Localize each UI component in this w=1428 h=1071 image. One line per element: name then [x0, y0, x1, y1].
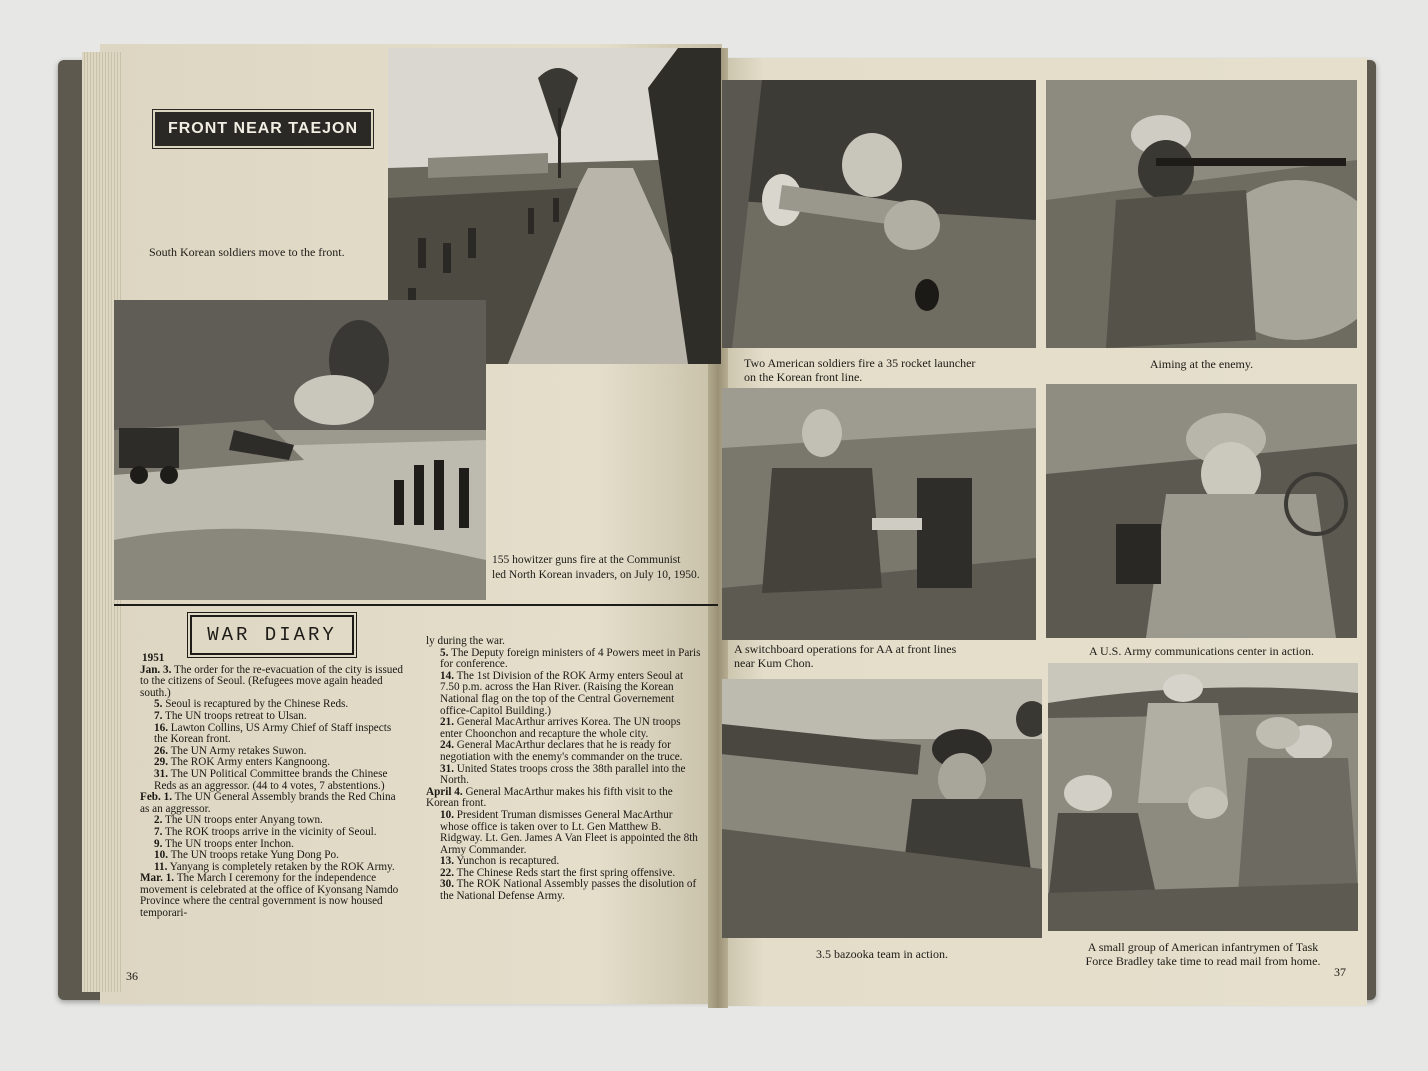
caption-howitzer-line2: led North Korean invaders, on July 10, 1950. [492, 569, 700, 581]
diary-day: 14. [440, 669, 454, 682]
photo-mail [1048, 663, 1358, 931]
diary-text: The Chinese Reds start the first spring offensive. [456, 866, 676, 879]
diary-entry [426, 879, 702, 902]
caption-rocket-line2: on the Korean front line. [744, 370, 863, 384]
diary-text: General MacArthur declares that he is ready for negotiation with the enemy's commander on the truce. [440, 739, 683, 763]
diary-text: The UN troops enter Anyang town. [165, 814, 323, 827]
photo-aiming [1046, 80, 1357, 348]
diary-entry [426, 764, 702, 787]
photo-switchboard [722, 388, 1036, 640]
diary-entry [140, 769, 406, 792]
diary-text: United States troops cross the 38th parallel into the North. [440, 762, 686, 787]
diary-text: The 1st Division of the ROK Army enters Seoul at 7.50 p.m. across the Han River. (Raising the Korean National flag on the top of the Central Governement office-Capitol Building.) [440, 669, 684, 717]
caption-rocket-line1: Two American soldiers fire a 35 rocket launcher [744, 356, 976, 370]
diary-day: 31. [440, 762, 454, 775]
diary-month: Mar. [140, 872, 163, 885]
war-diary-heading: WAR DIARY [190, 615, 354, 655]
diary-day: 5. [154, 698, 163, 711]
diary-day: 2. [154, 814, 163, 827]
diary-day: 21. [440, 716, 454, 729]
photo-rocket-launcher [722, 80, 1036, 348]
caption-switchboard-line2: near Kum Chon. [734, 656, 814, 670]
diary-entry: ly during the war. [426, 635, 505, 647]
caption-aiming: Aiming at the enemy. [1149, 357, 1254, 371]
diary-column-1 [140, 653, 406, 920]
diary-entry [140, 665, 406, 700]
diary-day: 13. [440, 855, 454, 868]
caption-switchboard-line1: A switchboard operations for AA at front lines [734, 642, 957, 656]
diary-month: Jan. [140, 663, 161, 676]
diary-day: 7. [154, 709, 163, 722]
diary-day: 30. [440, 878, 454, 891]
diary-day: 16. [154, 721, 168, 734]
diary-day: 22. [440, 866, 454, 879]
diary-entry [140, 723, 406, 746]
diary-entry [426, 648, 702, 671]
page-heading: FRONT NEAR TAEJON [153, 110, 373, 148]
diary-month: Feb. [140, 791, 161, 804]
diary-entry [426, 787, 702, 810]
diary-text: Yanyang is completely retaken by the ROK Army. [169, 860, 395, 873]
diary-text: The order for the re-evacuation of the city is issued to the citizens of Seoul. (Refugees move again headed south.) [140, 663, 403, 699]
page-number-right: 37 [1334, 965, 1346, 979]
diary-day: 10. [154, 849, 168, 862]
diary-entry [426, 671, 702, 717]
caption-howitzer-line1: 155 howitzer guns fire at the Communist [492, 554, 681, 566]
diary-text: President Truman dismisses General MacArthur whose office is taken over to Lt. Gen Matthew B. Ridgway. Lt. Gen. James A Van Fleet is appointed the 8th Army Commander. [440, 808, 698, 856]
diary-text: The UN General Assembly brands the Red China as an aggressor. [140, 791, 396, 815]
diary-day: 26. [154, 744, 168, 757]
diary-entry [140, 792, 406, 815]
diary-day: 3. [163, 663, 172, 676]
diary-text: The UN Political Committee brands the Chinese Reds as an aggressor. (44 to 4 votes, 7 abstentions.) [154, 767, 388, 792]
diary-text: The Deputy foreign ministers of 4 Powers meet in Paris for conference. [440, 646, 701, 671]
diary-text: Lawton Collins, US Army Chief of Staff inspects the Korean front. [154, 721, 392, 746]
diary-day: 1. [163, 791, 173, 804]
diary-day: 1. [165, 872, 175, 885]
caption-mail-line2: Force Bradley take time to read mail from home. [1085, 954, 1321, 968]
diary-text: The UN troops retreat to Ulsan. [165, 709, 307, 722]
page-number-left: 36 [126, 969, 138, 983]
diary-day: 11. [154, 860, 168, 873]
diary-text: Seoul is recaptured by the Chinese Reds. [165, 698, 349, 711]
diary-text: The ROK troops arrive in the vicinity of Seoul. [165, 825, 377, 838]
diary-text: General MacArthur makes his fifth visit to the Korean front. [426, 785, 673, 810]
diary-text: The UN troops retake Yung Dong Po. [170, 849, 339, 862]
diary-column-2 [426, 636, 702, 903]
photo-communications [1046, 384, 1357, 638]
photo-howitzer [114, 300, 486, 600]
diary-text: The UN troops enter Inchon. [165, 837, 294, 850]
diary-year: 1951 [142, 652, 165, 664]
diary-day: 24. [440, 739, 454, 752]
diary-day: 31. [154, 767, 168, 780]
diary-entry [426, 740, 702, 763]
caption-road: South Korean soldiers move to the front. [149, 245, 345, 259]
diary-text: Yunchon is recaptured. [456, 855, 560, 868]
diary-text: The ROK National Assembly passes the disolution of the National Defense Army. [440, 878, 697, 903]
diary-day: 10. [440, 808, 454, 821]
diary-day: 7. [154, 825, 163, 838]
diary-month: April [426, 785, 452, 798]
diary-day: 4. [454, 785, 463, 798]
diary-text: The ROK Army enters Kangnoong. [170, 756, 330, 769]
diary-entry [426, 717, 702, 740]
diary-day: 5. [440, 646, 449, 659]
caption-comms: A U.S. Army communications center in action. [1089, 644, 1314, 658]
diary-day: 9. [154, 837, 163, 850]
section-divider [114, 604, 718, 606]
diary-text: The March I ceremony for the independence movement is celebrated at the office of Kyonsang Namdo Province where the central government is now housed temporari- [140, 872, 399, 920]
diary-entry [140, 873, 406, 919]
photo-bazooka [722, 679, 1042, 938]
diary-text: General MacArthur arrives Korea. The UN troops enter Choonchon and recapture the whole city. [440, 716, 681, 740]
diary-entry [426, 810, 702, 856]
caption-mail-line1: A small group of American infantrymen of Task [1087, 940, 1319, 954]
diary-day: 29. [154, 756, 168, 769]
caption-bazooka: 3.5 bazooka team in action. [816, 947, 948, 961]
diary-text: The UN Army retakes Suwon. [170, 744, 307, 757]
